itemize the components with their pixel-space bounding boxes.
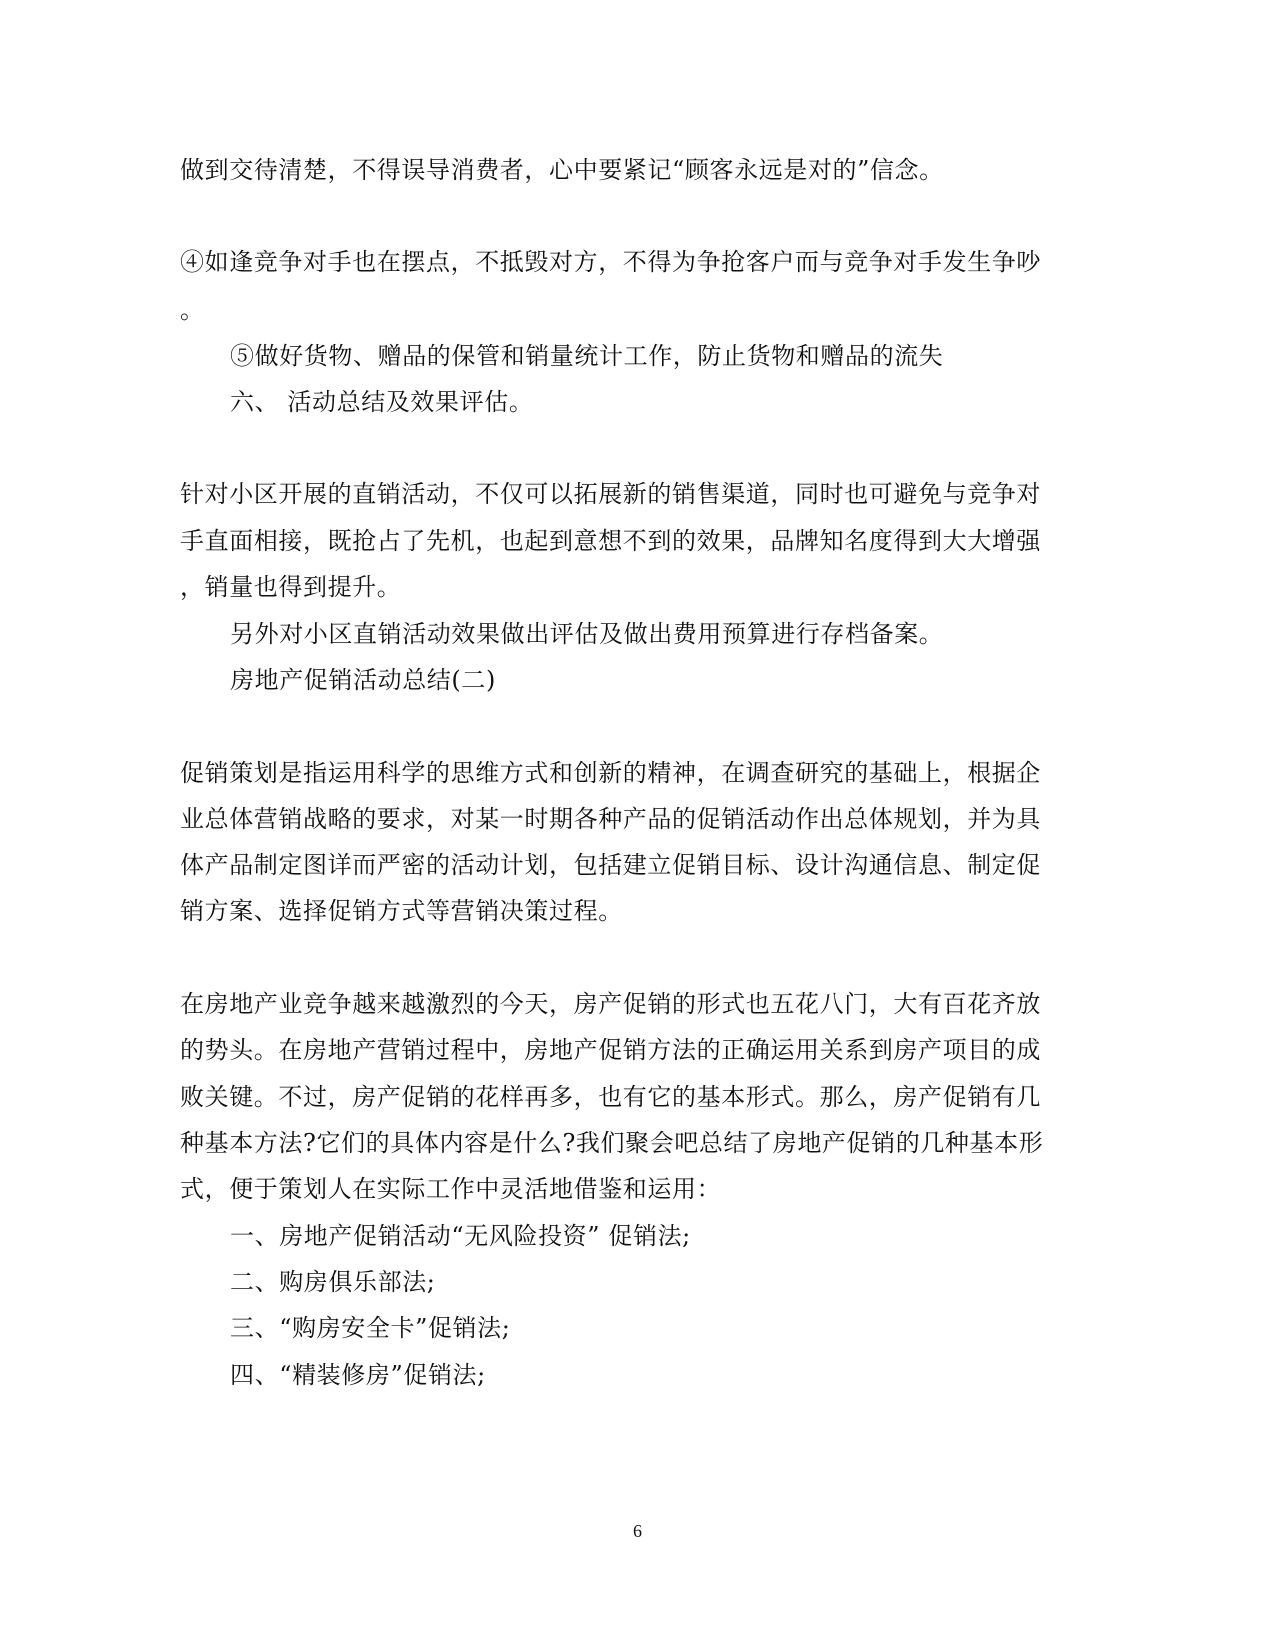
paragraph-line: 体产品制定图详而严密的活动计划，包括建立促销目标、设计沟通信息、制定促 [180,851,1041,879]
paragraph-line: 做到交待清楚，不得误导消费者，心中要紧记“顾客永远是对的”信念。 [180,156,944,184]
paragraph-line: 促销策划是指运用科学的思维方式和创新的精神，在调查研究的基础上，根据企 [180,759,1041,787]
paragraph-line: 败关键。不过，房产促销的花样再多，也有它的基本形式。那么，房产促销有几 [180,1083,1041,1111]
paragraph-line: ⑤做好货物、赠品的保管和销量统计工作，防止货物和赠品的流失 [230,342,944,370]
list-item: 四、“精装修房”促销法; [230,1361,486,1389]
paragraph-line: ④如逢竞争对手也在摆点，不抵毁对方，不得为争抢客户而与竞争对手发生争吵 [180,248,1041,276]
paragraph-line: 。 [180,296,205,324]
paragraph-line: 另外对小区直销活动效果做出评估及做出费用预算进行存档备案。 [230,620,944,648]
list-item: 二、购房俱乐部法; [230,1268,436,1296]
paragraph-line: ，销量也得到提升。 [180,573,402,601]
section-title: 房地产促销活动总结(二) [230,666,496,694]
section-heading: 六、 活动总结及效果评估。 [230,388,534,416]
paragraph-line: 销方案、选择促销方式等营销决策过程。 [180,897,623,925]
paragraph-line: 的势头。在房地产营销过程中，房地产促销方法的正确运用关系到房产项目的成 [180,1036,1041,1064]
paragraph-line: 种基本方法?它们的具体内容是什么?我们聚会吧总结了房地产促销的几种基本形 [180,1129,1044,1157]
paragraph-line: 手直面相接，既抢占了先机，也起到意想不到的效果，品牌知名度得到大大增强 [180,527,1041,555]
paragraph-line: 式，便于策划人在实际工作中灵活地借鉴和运用： [180,1175,722,1203]
paragraph-line: 在房地产业竞争越来越激烈的今天，房产促销的形式也五花八门，大有百花齐放 [180,990,1041,1018]
paragraph-line: 业总体营销战略的要求，对某一时期各种产品的促销活动作出总体规划，并为具 [180,805,1041,833]
page-number: 6 [633,1521,642,1541]
paragraph-line: 针对小区开展的直销活动，不仅可以拓展新的销售渠道，同时也可避免与竞争对 [180,480,1041,508]
list-item: 三、“购房安全卡”促销法; [230,1314,511,1342]
list-item: 一、房地产促销活动“无风险投资” 促销法; [230,1222,691,1250]
